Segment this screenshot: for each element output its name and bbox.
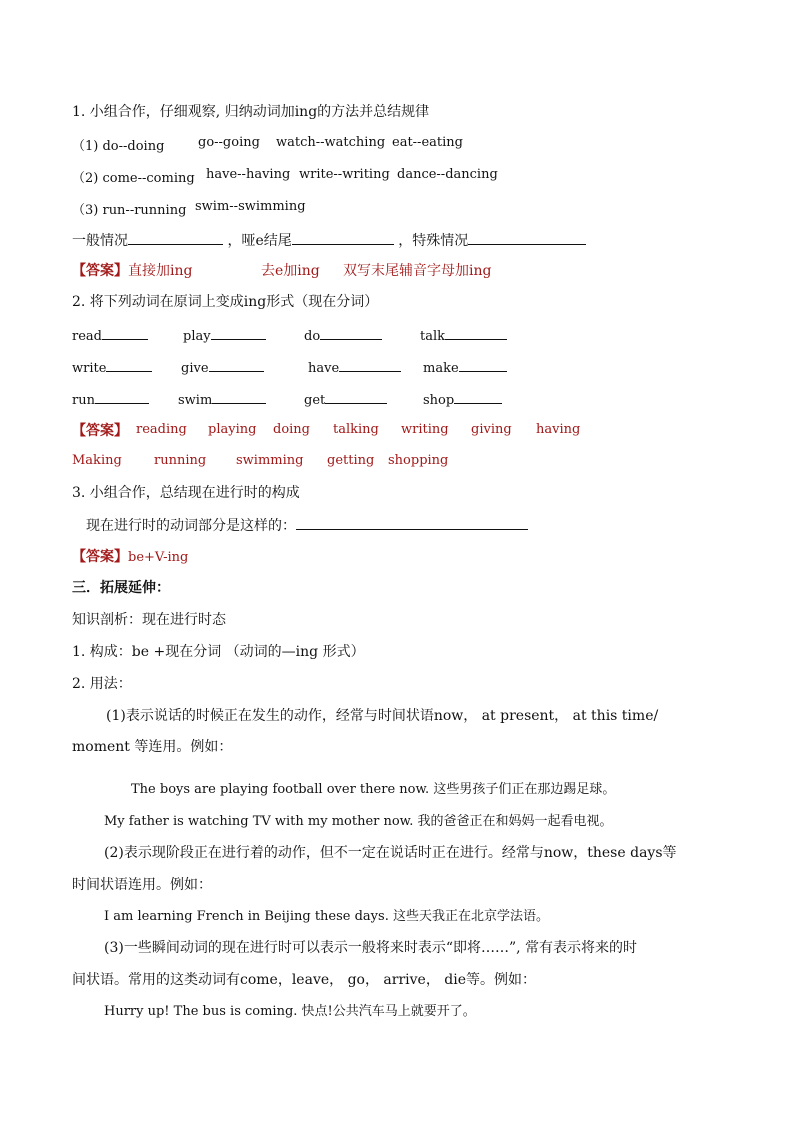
word-do: do (304, 325, 382, 344)
answer-item: Making (72, 453, 122, 468)
answer-item: 直接加ing (128, 263, 193, 279)
s3-prompt-text: 现在进行时的动词部分是这样的： (86, 518, 296, 534)
s1-r1-a: （1) do--doing (72, 139, 165, 154)
ext-intro: 知识剖析：现在进行时态 (72, 612, 226, 628)
answer-item: swimming (236, 453, 304, 468)
example-4: Hurry up! The bus is coming. 快点!公共汽车马上就要开了。 (104, 1004, 476, 1019)
answer-item: playing (208, 422, 257, 437)
blank[interactable] (212, 389, 266, 404)
word-play: play (183, 325, 266, 344)
s1-title: 1. 小组合作，仔细观察, 归纳动词加ing的方法并总结规律 (72, 104, 430, 120)
rule-special-label: ，特殊情况 (398, 233, 469, 249)
s1-r2-c: write--writing (299, 167, 390, 182)
blank[interactable] (459, 357, 507, 372)
blank[interactable] (325, 389, 387, 404)
example-3: I am learning French in Beijing these days. 这些天我正在北京学法语。 (104, 909, 549, 924)
answer-item: shopping (388, 453, 449, 468)
answer-item: getting (327, 453, 375, 468)
rule-general-label: 一般情况 (72, 233, 128, 249)
answer-tag: 【答案】 (72, 263, 128, 279)
answer-item: be+V-ing (128, 550, 189, 565)
usage-2-line-2: 时间状语连用。例如： (72, 877, 212, 893)
word-shop: shop (423, 389, 502, 408)
answer-item: 双写末尾辅音字母加ing (343, 263, 492, 279)
example-1: The boys are playing football over there now. 这些男孩子们正在那边踢足球。 (131, 782, 616, 797)
blank[interactable] (468, 230, 586, 245)
usage-2-line-1: (2)表示现阶段正在进行着的动作，但不一定在说话时正在进行。经常与now，these days等 (104, 845, 677, 861)
word-get: get (304, 389, 387, 408)
usage-3-line-1: (3)一些瞬间动词的现在进行时可以表示一般将来时表示“即将……”, 常有表示将来的时 (104, 940, 638, 956)
s1-r2-d: dance--dancing (397, 167, 498, 182)
blank[interactable] (102, 325, 148, 340)
answer-item: having (536, 422, 581, 437)
ext-p1: 1. 构成：be +现在分词 （动词的—ing 形式） (72, 644, 365, 660)
s1-r3-a: （3) run--running (72, 203, 187, 218)
blank[interactable] (320, 325, 382, 340)
rule-silent-e-label: ，哑e结尾 (227, 233, 292, 249)
s3-answer (72, 547, 188, 568)
word-make: make (423, 357, 507, 376)
word-write: write (72, 357, 152, 376)
answer-item: talking (333, 422, 379, 437)
example-2: My father is watching TV with my mother now. 我的爸爸正在和妈妈一起看电视。 (104, 814, 613, 829)
word-give: give (181, 357, 264, 376)
answer-item: doing (273, 422, 311, 437)
answer-item: writing (401, 422, 449, 437)
usage-1-line-2: moment 等连用。例如： (72, 739, 233, 755)
blank[interactable] (445, 325, 507, 340)
blank[interactable] (454, 389, 502, 404)
answer-tag: 【答案】 (72, 423, 128, 439)
answer-item: reading (136, 422, 187, 437)
word-have: have (308, 357, 401, 376)
s1-r2-a: （2) come--coming (72, 171, 195, 186)
answer-item: running (154, 453, 207, 468)
word-run: run (72, 389, 149, 408)
word-talk: talk (420, 325, 507, 344)
answer-item: giving (471, 422, 512, 437)
answer-tag: 【答案】 (72, 549, 128, 565)
blank[interactable] (211, 325, 266, 340)
s2-title: 2. 将下列动词在原词上变成ing形式（现在分词） (72, 294, 379, 310)
s1-rule (72, 230, 586, 251)
blank[interactable] (106, 357, 152, 372)
blank[interactable] (292, 230, 394, 245)
s1-r1-d: eat--eating (392, 135, 463, 150)
blank[interactable] (339, 357, 401, 372)
s1-r1-b: go--going (198, 135, 260, 150)
s1-r1-c: watch--watching (276, 135, 386, 150)
word-read: read (72, 325, 148, 344)
ext-p2: 2. 用法： (72, 676, 132, 692)
ext-heading: 三．拓展延伸： (72, 580, 170, 596)
usage-1-line-1: (1)表示说话的时候正在发生的动作，经常与时间状语now， at present， at this time/ (106, 708, 659, 724)
s1-r3-b: swim--swimming (195, 199, 306, 214)
word-swim: swim (178, 389, 266, 408)
s3-prompt (86, 515, 528, 536)
blank[interactable] (296, 515, 528, 530)
usage-3-line-2: 间状语。常用的这类动词有come，leave， go， arrive， die等。例如： (72, 972, 537, 988)
blank[interactable] (209, 357, 264, 372)
s1-answer (72, 261, 192, 281)
blank[interactable] (128, 230, 223, 245)
blank[interactable] (95, 389, 149, 404)
answer-item: 去e加ing (261, 263, 320, 279)
s1-r2-b: have--having (206, 167, 291, 182)
s3-title: 3. 小组合作，总结现在进行时的构成 (72, 485, 300, 501)
